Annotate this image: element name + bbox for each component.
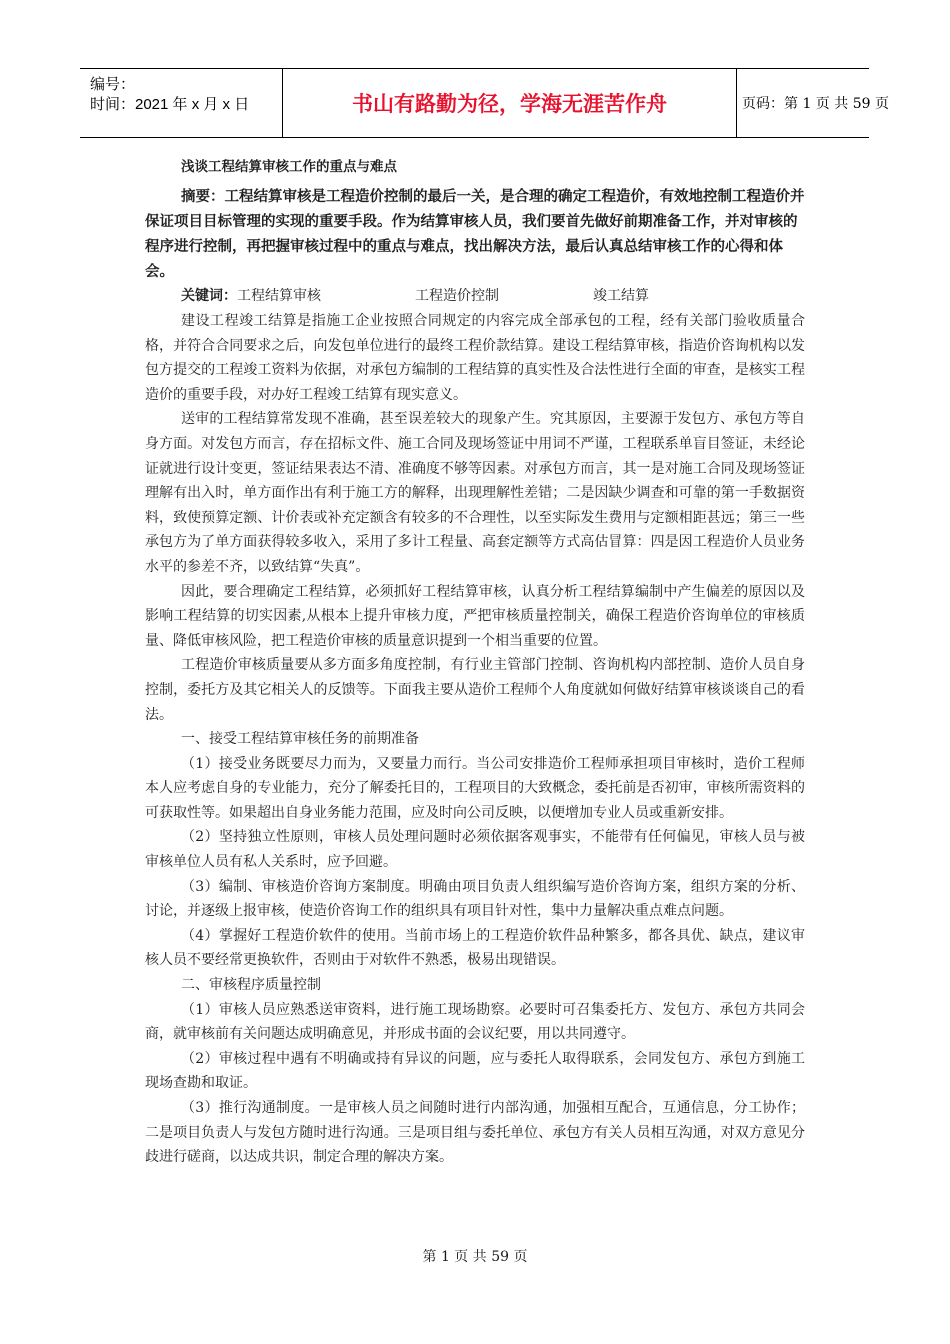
keywords-line	[145, 284, 805, 309]
header-table	[80, 68, 889, 138]
abstract: 摘要：工程结算审核是工程造价控制的最后一关，是合理的确定工程造价，有效地控制工程造价并保证项目目标管理的实现的重要手段。作为结算审核人员，我们要首先做好前期准备工作，并对审核的程序进行控制，再把握审核过程中的重点与难点，找出解决方法，最后认真总结审核工作的心得和体会。	[145, 188, 805, 280]
list-item: （4）掌握好工程造价软件的使用。当前市场上的工程造价软件品种繁多，都各具优、缺点，建议审核人员不要经常更换软件，否则由于对软件不熟悉，极易出现错误。	[145, 927, 805, 969]
list-item: （2）审核过程中遇有不明确或持有异议的问题，应与委托人取得联系，会同发包方、承包方到施工现场查勘和取证。	[145, 1050, 805, 1092]
page-info: 页码：第 1 页 共 59 页	[742, 96, 889, 112]
paragraph: 建设工程竣工结算是指施工企业按照合同规定的内容完成全部承包的工程，经有关部门验收质量合格，并符合合同要求之后，向发包单位进行的最终工程价款结算。建设工程结算审核，指造价咨询机构以发包方提交的工程竣工资料为依据，对承包方编制的工程结算的真实性及合法性进行全面的审查，是核实工程造价的重要手段，对办好工程竣工结算有现实意义。	[145, 313, 805, 403]
section-heading: 二、审核程序质量控制	[181, 977, 321, 994]
document-body	[145, 156, 805, 1170]
paragraph: 工程造价审核质量要从多方面多角度控制，有行业主管部门控制、咨询机构内部控制、造价人员自身控制，委托方及其它相关人的反馈等。下面我主要从造价工程师个人角度就如何做好结算审核谈谈自己的看法。	[145, 657, 805, 723]
number-label: 编号：	[90, 76, 136, 93]
list-item: （2）坚持独立性原则，审核人员处理问题时必须依据客观事实，不能带有任何偏见，审核人员与被审核单位人员有私人关系时，应予回避。	[145, 829, 805, 871]
list-item: （3）推行沟通制度。一是审核人员之间随时进行内部沟通，加强相互配合，互通信息，分工协作；二是项目负责人与发包方随时进行沟通。三是项目组与委托单位、承包方有关人员相互沟通，对双方意见分歧进行磋商，以达成共识，制定合理的解决方案。	[145, 1100, 805, 1166]
keyword-item: 竣工结算	[593, 288, 649, 304]
keyword-item: 工程造价控制	[415, 288, 499, 304]
page-footer: 第 1 页 共 59 页	[422, 1249, 528, 1265]
list-item: （1）接受业务既要尽力而为，又要量力而行。当公司安排造价工程师承担项目审核时，造价工程师本人应考虑自身的专业能力，充分了解委托目的，工程项目的大致概念，委托前是否初审，审核所需资料的可获取性等。如果超出自身业务能力范围，应及时向公司反映，以便增加专业人员或重新安排。	[145, 755, 805, 821]
list-item: （3）编制、审核造价咨询方案制度。明确由项目负责人组织编写造价咨询方案，组织方案的分析、讨论，并逐级上报审核，使造价咨询工作的组织具有项目针对性，集中力量解决重点难点问题。	[145, 878, 805, 920]
paragraph: 因此，要合理确定工程结算，必须抓好工程结算审核，认真分析工程结算编制中产生偏差的原因以及影响工程结算的切实因素,从根本上提升审核力度，严把审核质量控制关，确保工程造价咨询单位的审核质量、降低审核风险，把工程造价审核的质量意识提到一个相当重要的位置。	[145, 583, 805, 649]
header-left-cell	[80, 69, 282, 137]
motto-text: 书山有路勤为径，学海无涯苦作舟	[282, 69, 737, 137]
document-title: 浅谈工程结算审核工作的重点与难点	[181, 159, 397, 175]
paragraph: 送审的工程结算常发现不准确，甚至误差较大的现象产生。究其原因，主要源于发包方、承包方等自身方面。对发包方而言，存在招标文件、施工合同及现场签证中用词不严谨，工程联系单盲目签证，未经论证就进行设计变更，签证结果表达不清、准确度不够等因素。对承包方而言，其一是对施工合同及现场签证理解有出入时，单方面作出有利于施工方的解释，出现理解性差错；二是因缺少调查和可靠的第一手数据资料，致使预算定额、计价表或补充定额含有较多的不合理性，以至实际发生费用与定额相距甚远；第三一些承包方为了单方面获得较多收入，采用了多计工程量、高套定额等方式高估冒算：四是因工程造价人员业务水平的参差不齐，以致结算“失真”。	[145, 411, 805, 575]
date-label: 时间：2021 年 x 月 x 日	[90, 96, 250, 113]
list-item: （1）审核人员应熟悉送审资料，进行施工现场勘察。必要时可召集委托方、发包方、承包方共同会商，就审核前有关问题达成明确意见，并形成书面的会议纪要，用以共同遵守。	[145, 1001, 805, 1043]
section-heading: 一、接受工程结算审核任务的前期准备	[181, 731, 419, 748]
keywords-label: 关键词：	[181, 288, 237, 304]
keyword-item: 工程结算审核	[237, 288, 321, 304]
